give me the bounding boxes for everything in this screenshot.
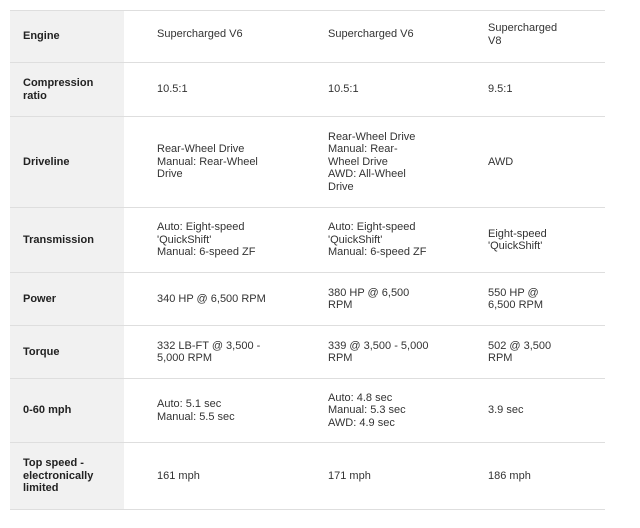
table-row-torque [10,326,605,379]
row-label-zero-to-sixty: 0-60 mph [10,379,124,443]
compression-value-col1: 10.5:1 [124,63,296,117]
torque-value-col1: 332 LB-FT @ 3,500 - 5,000 RPM [124,326,296,379]
torque-value-col3: 502 @ 3,500 RPM [460,326,605,379]
row-label-driveline: Driveline [10,117,124,208]
driveline-value-col3: AWD [460,117,605,208]
compression-value-col2: 10.5:1 [296,63,460,117]
table-row-power [10,273,605,326]
driveline-value-col1: Rear-Wheel Drive Manual: Rear-Wheel Drive [124,117,296,208]
power-value-col3: 550 HP @ 6,500 RPM [460,273,605,326]
row-label-power: Power [10,273,124,326]
row-label-top-speed: Top speed - electronically limited [10,443,124,510]
table-row-compression [10,63,605,117]
engine-value-col1: Supercharged V6 [124,11,296,63]
row-label-transmission: Transmission [10,208,124,273]
table-row-driveline [10,117,605,208]
table-row-engine [10,11,605,63]
top-speed-value-col2: 171 mph [296,443,460,510]
transmission-value-col1: Auto: Eight-speed 'QuickShift' Manual: 6-speed ZF [124,208,296,273]
engine-value-col3: Supercharged V8 [460,11,605,63]
spec-table [10,10,605,510]
row-label-compression: Compression ratio [10,63,124,117]
row-label-torque: Torque [10,326,124,379]
top-speed-value-col3: 186 mph [460,443,605,510]
row-label-engine: Engine [10,11,124,63]
table-row-top-speed [10,443,605,510]
engine-value-col2: Supercharged V6 [296,11,460,63]
zero-to-sixty-value-col2: Auto: 4.8 sec Manual: 5.3 sec AWD: 4.9 sec [296,379,460,443]
transmission-value-col3: Eight-speed 'QuickShift' [460,208,605,273]
torque-value-col2: 339 @ 3,500 - 5,000 RPM [296,326,460,379]
zero-to-sixty-value-col1: Auto: 5.1 sec Manual: 5.5 sec [124,379,296,443]
table-row-transmission [10,208,605,273]
top-bar [0,0,640,10]
power-value-col1: 340 HP @ 6,500 RPM [124,273,296,326]
table-row-zero-to-sixty [10,379,605,443]
compression-value-col3: 9.5:1 [460,63,605,117]
transmission-value-col2: Auto: Eight-speed 'QuickShift' Manual: 6-speed ZF [296,208,460,273]
driveline-value-col2: Rear-Wheel Drive Manual: Rear- Wheel Drive AWD: All-Wheel Drive [296,117,460,208]
top-speed-value-col1: 161 mph [124,443,296,510]
power-value-col2: 380 HP @ 6,500 RPM [296,273,460,326]
zero-to-sixty-value-col3: 3.9 sec [460,379,605,443]
